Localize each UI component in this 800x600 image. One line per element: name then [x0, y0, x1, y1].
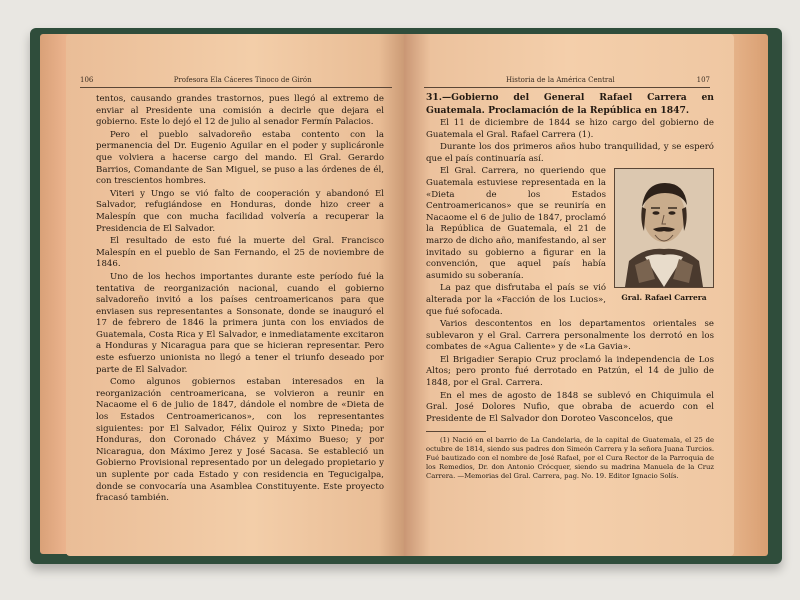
left-page [66, 34, 406, 556]
left-page-header [80, 76, 392, 84]
left-paragraph: Viteri y Ungo se vió falto de cooperación y abandonó El Salvador, refugiándose en Honduras, donde hizo creer a Malespín que con mucha facilidad volvería a recuperar la Presidencia de El Salvador. [96, 188, 384, 234]
right-page-number: 107 [696, 76, 710, 84]
left-paragraph: Pero el pueblo salvadoreño estaba contento con la permanencia del Dr. Eugenio Aguilar en el poder y suplicáronle que volviera a hacerse cargo del mando. El Gral. Gerardo Barrios, Comandante de San Miguel, se puso a las órdenes de él, con trescientos hombres. [96, 129, 384, 187]
left-paragraph: Como algunos gobiernos estaban interesados en la reorganización centroamericana, se volvieron a reunir en Nacaome el 6 de julio de 1847, dándole el nombre de «Dieta de los Estados Centroamericanos», con los representantes siguientes: por El Salvador, Félix Quiroz y Sixto Pineda; por Honduras, don Coronado Chávez y Máximo Bueso; y por Nicaragua, don Máximo Jerez y José Sacasa. Se estableció un Gobierno Provisional representado por un delegado propietario y un suplente por cada Estado y con residencia en Tegucigalpa, donde se convocaría una Asamblea Constituyente. Este proyecto fracasó también. [96, 377, 384, 504]
left-paragraph: tentos, causando grandes trastornos, pues llegó al extremo de enviar al Presidente una comisión a decirle que dejara el gobierno. Este lo dejó el 12 de julio al senador Fermín Palacios. [96, 94, 384, 128]
footnote-rule [426, 431, 486, 432]
right-page-body [426, 92, 714, 482]
portrait-figure [614, 168, 714, 304]
right-page [404, 34, 734, 556]
right-paragraph: El Gral. Carrera, no queriendo que Guatemala estuviese representada en la «Dieta de los Estados Centroamericanos» que se reuniría en Nacaome el 6 de julio de 1847, proclamó la República de Guatemala, el 21 de marzo de dicho año, manifestando, al ser invitado su gobierno a figurar en la convención, que aquel país había asumido su soberanía. [426, 166, 606, 281]
portrait-engraving [615, 169, 713, 287]
left-paragraph: Uno de los hechos importantes durante este período fué la tentativa de reorganización nacional, cuando el gobierno salvadoreño invitó a los países centroamericanos para que enviasen sus representantes a Sonsonate, donde se inauguró el 17 de febrero de 1846 la primera junta con los enviados de Guatemala, Costa Rica y El Salvador, e inmediatamente excitaron a Honduras y Nicaragua para que se hicieran representar. Pero este esfuerzo unionista no llegó a tener el triunfo deseado por parte de El Salvador. [96, 271, 384, 375]
right-running-head: Historia de la América Central [505, 76, 615, 84]
right-paragraph: La paz que disfrutaba el país se vió alterada por la «Facción de los Lucios», que fué sofocada. [426, 283, 606, 317]
right-paragraph: Varios descontentos en los departamentos orientales se sublevaron y el Gral. Carrera personalmente los derrotó en los combates de «Agua Caliente» y de «La Gavia». [426, 319, 714, 353]
right-paragraph: El Brigadier Serapio Cruz proclamó la independencia de Los Altos; pero pronto fué derrotado en Patzún, el 14 de julio de 1848, por el Gral. Carrera. [426, 354, 714, 389]
left-running-head: Profesora Ela Cáceres Tinoco de Girón [173, 76, 312, 84]
section-title: 31.—Gobierno del General Rafael Carrera en Guatemala. Proclamación de la República en 1847. [426, 92, 714, 116]
right-page-header [424, 76, 710, 84]
portrait-caption: Gral. Rafael Carrera [621, 293, 707, 303]
portrait-image [614, 168, 714, 288]
right-header-rule [424, 87, 710, 88]
right-paragraph: En el mes de agosto de 1848 se sublevó en Chiquimula el Gral. José Dolores Nufio, que obraba de acuerdo con el Presidente de El Salvador don Doroteo Vasconcelos, que [426, 390, 714, 424]
left-page-body [96, 94, 384, 506]
right-page-edges [728, 34, 768, 556]
right-paragraph: El 11 de diciembre de 1844 se hizo cargo del gobierno de Guatemala el Gral. Rafael Carrera (1). [426, 118, 714, 140]
footnote: (1) Nació en el barrio de La Candelaria, de la capital de Guatemala, el 25 de octubre de 1814, siendo sus padres don Simeón Carrera y la señora Juana Turcios. Fué bautizado con el nombre de José Rafael, por el Cura Rector de la Parroquia de los Remedios, Dr. don Antonio Crócquer, siendo su madrina Manuela de la Cruz Carrera. —Memorias del Gral. Carrera, pag. No. 19. Editor Ignacio Solís. [426, 436, 714, 481]
left-header-rule [80, 87, 392, 88]
left-paragraph: El resultado de esto fué la muerte del Gral. Francisco Malespín en el pueblo de San Fernando, el 25 de noviembre de 1846. [96, 236, 384, 270]
right-paragraph: Durante los dos primeros años hubo tranquilidad, y se esperó que el país continuaría así. [426, 142, 714, 164]
left-page-number: 106 [80, 76, 94, 84]
